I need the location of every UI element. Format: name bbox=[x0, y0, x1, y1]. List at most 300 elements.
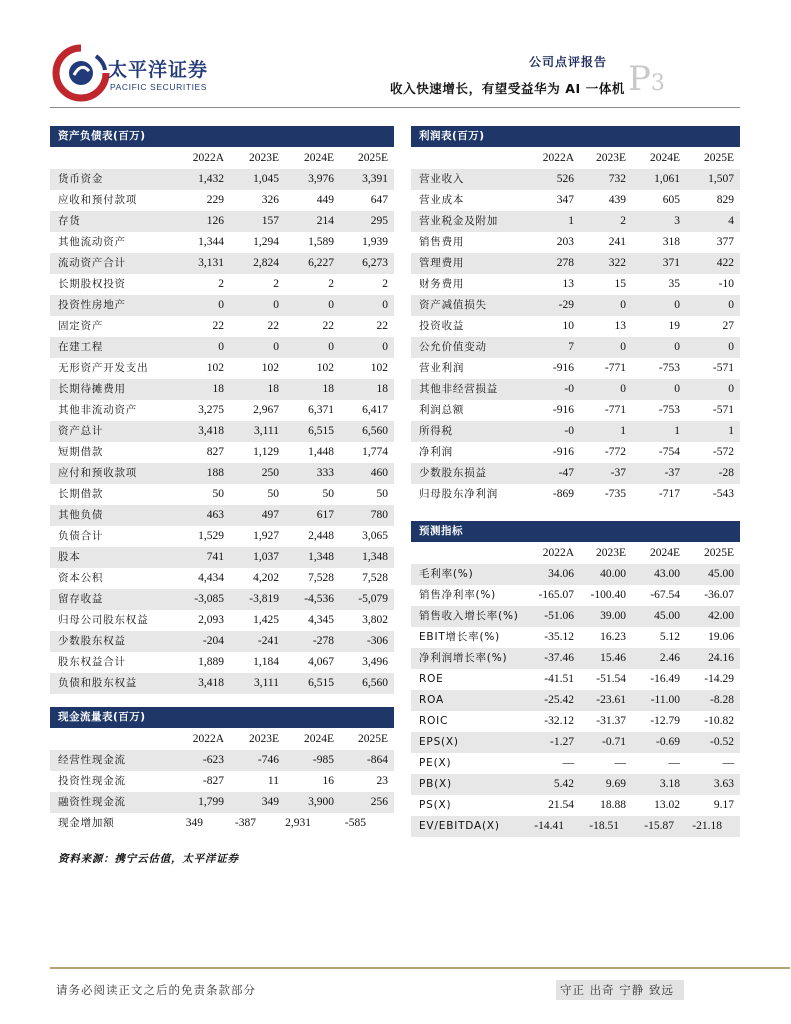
cell-value: -916 bbox=[552, 446, 574, 458]
cell-value: 0 bbox=[382, 299, 388, 311]
balance-sheet-table bbox=[50, 126, 394, 688]
cell-value: -8.28 bbox=[710, 694, 734, 706]
row-label: 资产总计 bbox=[58, 425, 104, 437]
table-row bbox=[50, 547, 394, 568]
row-label: 净利润增长率(%) bbox=[419, 652, 508, 664]
page-number-digit: 3 bbox=[650, 71, 665, 96]
row-label: 流动资产合计 bbox=[58, 257, 126, 269]
cell-value: 1,432 bbox=[198, 173, 224, 185]
cell-value: 1,448 bbox=[308, 446, 334, 458]
cell-value: 6,227 bbox=[308, 257, 334, 269]
table-row bbox=[411, 753, 740, 774]
table-row bbox=[411, 648, 740, 669]
cell-value: -23.61 bbox=[596, 694, 626, 706]
cell-value: 3,900 bbox=[308, 796, 334, 808]
cell-value: -14.29 bbox=[704, 673, 734, 685]
cell-value: -18.51 bbox=[589, 820, 619, 832]
column-header-year: 2024E bbox=[649, 152, 680, 164]
cell-value: 1,037 bbox=[253, 551, 279, 563]
row-label: 营业成本 bbox=[419, 194, 465, 206]
cell-value: 2,824 bbox=[253, 257, 279, 269]
cell-value: 526 bbox=[556, 173, 574, 185]
row-label: 利润总额 bbox=[419, 404, 465, 416]
row-label: PE(X) bbox=[419, 757, 452, 769]
cell-value: 1,889 bbox=[198, 656, 224, 668]
table-row bbox=[50, 610, 394, 631]
cell-value: 377 bbox=[716, 236, 734, 248]
column-header-year: 2024E bbox=[649, 547, 680, 559]
column-header-year: 2025E bbox=[703, 152, 734, 164]
table-row bbox=[50, 750, 394, 771]
cell-value: 3.18 bbox=[659, 778, 680, 790]
cell-value: -14.41 bbox=[534, 820, 564, 832]
column-header-year: 2023E bbox=[248, 152, 279, 164]
cell-value: 0 bbox=[620, 383, 626, 395]
cell-value: 13 bbox=[614, 320, 626, 332]
cell-value: 15.46 bbox=[600, 652, 626, 664]
cell-value: 3,391 bbox=[362, 173, 388, 185]
row-label: 财务费用 bbox=[419, 278, 465, 290]
pacific-securities-logo-icon bbox=[52, 44, 110, 102]
cell-value: 2.46 bbox=[659, 652, 680, 664]
cell-value: 11 bbox=[267, 775, 279, 787]
cell-value: 1,927 bbox=[253, 530, 279, 542]
row-label: 投资性房地产 bbox=[58, 299, 126, 311]
cell-value: 1,939 bbox=[362, 236, 388, 248]
cell-value: 4,067 bbox=[308, 656, 334, 668]
cell-value: -753 bbox=[658, 362, 680, 374]
table-row bbox=[50, 505, 394, 526]
cell-value: 422 bbox=[716, 257, 734, 269]
column-header-year: 2025E bbox=[357, 152, 388, 164]
cell-value: 19 bbox=[668, 320, 680, 332]
cell-value: 0 bbox=[620, 341, 626, 353]
table-row bbox=[411, 442, 740, 463]
cell-value: 4,434 bbox=[198, 572, 224, 584]
cell-value: -35.12 bbox=[544, 631, 574, 643]
cell-value: — bbox=[562, 757, 574, 769]
cell-value: -3,085 bbox=[194, 593, 224, 605]
cell-value: 50 bbox=[322, 488, 334, 500]
cell-value: 0 bbox=[273, 341, 279, 353]
table-row bbox=[50, 190, 394, 211]
column-header-year: 2024E bbox=[303, 733, 334, 745]
cell-value: 9.17 bbox=[713, 799, 734, 811]
cell-value: 16 bbox=[322, 775, 334, 787]
cell-value: 2 bbox=[328, 278, 334, 290]
table-row bbox=[50, 589, 394, 610]
cell-value: 3,111 bbox=[253, 425, 279, 437]
row-label: EV/EBITDA(X) bbox=[419, 820, 500, 832]
row-label: ROIC bbox=[419, 715, 449, 727]
cell-value: -51.54 bbox=[596, 673, 626, 685]
cell-value: 10 bbox=[562, 320, 574, 332]
cell-value: -10.82 bbox=[704, 715, 734, 727]
cell-value: 7 bbox=[568, 341, 574, 353]
cell-value: 827 bbox=[206, 446, 224, 458]
cell-value: 0 bbox=[273, 299, 279, 311]
table-row bbox=[411, 274, 740, 295]
row-label: 固定资产 bbox=[58, 320, 104, 332]
cell-value: 18 bbox=[267, 383, 279, 395]
table-row bbox=[411, 295, 740, 316]
table-header-row bbox=[411, 543, 740, 564]
cell-value: 6,417 bbox=[362, 404, 388, 416]
table-header-row bbox=[411, 148, 740, 169]
cell-value: 349 bbox=[261, 796, 279, 808]
cell-value: -41.51 bbox=[544, 673, 574, 685]
cell-value: 2 bbox=[218, 278, 224, 290]
company-motto: 守正 出奇 宁静 致远 bbox=[556, 980, 684, 1000]
cell-value: 27 bbox=[722, 320, 734, 332]
row-label: 归母公司股东权益 bbox=[58, 614, 149, 626]
row-label: 股东权益合计 bbox=[58, 656, 126, 668]
cell-value: 1 bbox=[568, 215, 574, 227]
row-label: 经营性现金流 bbox=[58, 754, 126, 766]
table-row bbox=[411, 711, 740, 732]
row-label: 应收和预付款项 bbox=[58, 194, 138, 206]
row-label: EPS(X) bbox=[419, 736, 459, 748]
cell-value: 0 bbox=[674, 383, 680, 395]
row-label: 负债合计 bbox=[58, 530, 104, 542]
cell-value: 42.00 bbox=[708, 610, 734, 622]
cell-value: 0 bbox=[674, 341, 680, 353]
cell-value: 34.06 bbox=[548, 568, 574, 580]
cell-value: 21.54 bbox=[548, 799, 574, 811]
row-label: 负债和股东权益 bbox=[58, 677, 138, 689]
cell-value: 3,802 bbox=[362, 614, 388, 626]
cell-value: -21.18 bbox=[692, 820, 722, 832]
cell-value: 102 bbox=[261, 362, 279, 374]
cell-value: -985 bbox=[312, 754, 334, 766]
cell-value: 3,065 bbox=[362, 530, 388, 542]
cell-value: 1,045 bbox=[253, 173, 279, 185]
cell-value: 333 bbox=[316, 467, 334, 479]
cell-value: 1,507 bbox=[708, 173, 734, 185]
cell-value: 50 bbox=[376, 488, 388, 500]
cash-flow-table bbox=[50, 707, 394, 833]
cell-value: 2,967 bbox=[253, 404, 279, 416]
table-row bbox=[411, 253, 740, 274]
cell-value: -165.07 bbox=[538, 589, 574, 601]
report-title: 收入快速增长，有望受益华为 AI 一体机 bbox=[390, 81, 626, 96]
cell-value: 829 bbox=[716, 194, 734, 206]
cell-value: -47 bbox=[558, 467, 574, 479]
cell-value: -571 bbox=[712, 404, 734, 416]
cell-value: -572 bbox=[712, 446, 734, 458]
cell-value: -12.79 bbox=[650, 715, 680, 727]
cell-value: 188 bbox=[206, 467, 224, 479]
row-label: 存货 bbox=[58, 215, 81, 227]
data-source-note: 资料来源：携宁云估值，太平洋证券 bbox=[58, 853, 239, 865]
cell-value: 6,515 bbox=[308, 677, 334, 689]
table-row bbox=[411, 169, 740, 190]
cell-value: 322 bbox=[608, 257, 626, 269]
cell-value: 0 bbox=[218, 341, 224, 353]
cell-value: 18 bbox=[212, 383, 224, 395]
brand-name-cn: 太平洋证券 bbox=[108, 59, 209, 81]
cell-value: 45.00 bbox=[708, 568, 734, 580]
row-label: ROA bbox=[419, 694, 444, 706]
cell-value: 102 bbox=[370, 362, 388, 374]
cell-value: -585 bbox=[344, 817, 366, 829]
cell-value: -31.37 bbox=[596, 715, 626, 727]
table-title: 现金流量表(百万) bbox=[50, 707, 394, 728]
cell-value: 1,294 bbox=[253, 236, 279, 248]
row-label: 投资性现金流 bbox=[58, 775, 126, 787]
cell-value: -916 bbox=[552, 362, 574, 374]
cell-value: 229 bbox=[206, 194, 224, 206]
row-label: ROE bbox=[419, 673, 444, 685]
table-row bbox=[411, 337, 740, 358]
cell-value: -67.54 bbox=[650, 589, 680, 601]
column-header-year: 2025E bbox=[357, 733, 388, 745]
cell-value: 1,348 bbox=[362, 551, 388, 563]
row-label: 毛利率(%) bbox=[419, 568, 474, 580]
cell-value: 40.00 bbox=[600, 568, 626, 580]
row-label: 营业税金及附加 bbox=[419, 215, 499, 227]
cell-value: 371 bbox=[662, 257, 680, 269]
cell-value: 18 bbox=[376, 383, 388, 395]
table-row bbox=[50, 400, 394, 421]
cell-value: -32.12 bbox=[544, 715, 574, 727]
cell-value: 1,774 bbox=[362, 446, 388, 458]
cell-value: -771 bbox=[604, 404, 626, 416]
cell-value: -864 bbox=[366, 754, 388, 766]
table-title: 资产负债表(百万) bbox=[50, 126, 394, 147]
cell-value: 256 bbox=[370, 796, 388, 808]
cell-value: 647 bbox=[370, 194, 388, 206]
cell-value: 0 bbox=[620, 299, 626, 311]
cell-value: 2 bbox=[273, 278, 279, 290]
row-label: 融资性现金流 bbox=[58, 796, 126, 808]
cell-value: 3,418 bbox=[198, 425, 224, 437]
cell-value: 0 bbox=[728, 383, 734, 395]
cell-value: 449 bbox=[316, 194, 334, 206]
cell-value: — bbox=[722, 757, 734, 769]
row-label: 长期股权投资 bbox=[58, 278, 126, 290]
cell-value: 3.63 bbox=[713, 778, 734, 790]
cell-value: -5,079 bbox=[358, 593, 388, 605]
row-label: EBIT增长率(%) bbox=[419, 631, 501, 643]
table-row bbox=[50, 463, 394, 484]
cell-value: 1,184 bbox=[253, 656, 279, 668]
row-label: 长期借款 bbox=[58, 488, 104, 500]
column-header-year: 2025E bbox=[703, 547, 734, 559]
row-label: 公允价值变动 bbox=[419, 341, 487, 353]
table-row bbox=[411, 484, 740, 505]
cell-value: -37 bbox=[664, 467, 680, 479]
row-label: 股本 bbox=[58, 551, 81, 563]
table-row bbox=[411, 190, 740, 211]
disclaimer-text: 请务必阅读正文之后的免责条款部分 bbox=[56, 983, 256, 997]
row-label: PS(X) bbox=[419, 799, 452, 811]
cell-value: -37 bbox=[610, 467, 626, 479]
cell-value: 3,418 bbox=[198, 677, 224, 689]
table-row bbox=[50, 771, 394, 792]
table-row bbox=[411, 400, 740, 421]
cell-value: -735 bbox=[604, 488, 626, 500]
row-label: 销售净利率(%) bbox=[419, 589, 497, 601]
table-row bbox=[50, 169, 394, 190]
row-label: 销售收入增长率(%) bbox=[419, 610, 519, 622]
page-number bbox=[628, 59, 665, 101]
report-type: 公司点评报告 bbox=[529, 55, 608, 69]
cell-value: 1,061 bbox=[654, 173, 680, 185]
cell-value: 617 bbox=[316, 509, 334, 521]
table-row bbox=[50, 484, 394, 505]
cell-value: -623 bbox=[202, 754, 224, 766]
cell-value: -387 bbox=[234, 817, 256, 829]
table-title: 利润表(百万) bbox=[411, 126, 740, 147]
cell-value: 6,560 bbox=[362, 677, 388, 689]
cell-value: 2,931 bbox=[285, 817, 311, 829]
cell-value: -4,536 bbox=[304, 593, 334, 605]
cell-value: 295 bbox=[370, 215, 388, 227]
cell-value: 6,560 bbox=[362, 425, 388, 437]
table-row bbox=[50, 792, 394, 813]
cell-value: 1,425 bbox=[253, 614, 279, 626]
cell-value: 2 bbox=[620, 215, 626, 227]
cell-value: 3,976 bbox=[308, 173, 334, 185]
cell-value: 0 bbox=[728, 299, 734, 311]
cell-value: 349 bbox=[185, 817, 203, 829]
table-row bbox=[50, 379, 394, 400]
cell-value: -29 bbox=[558, 299, 574, 311]
cell-value: -16.49 bbox=[650, 673, 680, 685]
cell-value: 126 bbox=[206, 215, 224, 227]
row-label: 投资收益 bbox=[419, 320, 465, 332]
row-label: 现金增加额 bbox=[58, 817, 115, 829]
table-row bbox=[411, 795, 740, 816]
report-header bbox=[0, 0, 791, 120]
table-row bbox=[50, 526, 394, 547]
table-row bbox=[411, 627, 740, 648]
table-row bbox=[411, 669, 740, 690]
table-row bbox=[411, 564, 740, 585]
cell-value: -717 bbox=[658, 488, 680, 500]
cell-value: 6,273 bbox=[362, 257, 388, 269]
cell-value: 18.88 bbox=[600, 799, 626, 811]
row-label: 其他非经营损益 bbox=[419, 383, 499, 395]
table-title: 预测指标 bbox=[411, 521, 740, 542]
cell-value: 24.16 bbox=[708, 652, 734, 664]
table-row bbox=[50, 421, 394, 442]
cell-value: 439 bbox=[608, 194, 626, 206]
table-row bbox=[411, 774, 740, 795]
header-divider bbox=[50, 107, 740, 108]
cell-value: 102 bbox=[316, 362, 334, 374]
column-header-year: 2023E bbox=[595, 152, 626, 164]
cell-value: 3,131 bbox=[198, 257, 224, 269]
table-row bbox=[411, 211, 740, 232]
cell-value: 1,529 bbox=[198, 530, 224, 542]
cell-value: -771 bbox=[604, 362, 626, 374]
cell-value: 9.69 bbox=[605, 778, 626, 790]
table-row bbox=[411, 690, 740, 711]
cell-value: -0.71 bbox=[602, 736, 626, 748]
cell-value: 605 bbox=[662, 194, 680, 206]
cell-value: 0 bbox=[218, 299, 224, 311]
cell-value: 43.00 bbox=[654, 568, 680, 580]
cell-value: 214 bbox=[316, 215, 334, 227]
cell-value: -51.06 bbox=[544, 610, 574, 622]
column-header-year: 2022A bbox=[542, 152, 574, 164]
cell-value: -37.46 bbox=[544, 652, 574, 664]
cell-value: 15 bbox=[614, 278, 626, 290]
cell-value: -0 bbox=[564, 425, 574, 437]
cell-value: -36.07 bbox=[704, 589, 734, 601]
cell-value: 0 bbox=[382, 341, 388, 353]
cell-value: -753 bbox=[658, 404, 680, 416]
cell-value: 1,129 bbox=[253, 446, 279, 458]
cell-value: 0 bbox=[728, 341, 734, 353]
column-header-year: 2022A bbox=[542, 547, 574, 559]
row-label: 留存收益 bbox=[58, 593, 104, 605]
cell-value: 6,515 bbox=[308, 425, 334, 437]
cell-value: 347 bbox=[556, 194, 574, 206]
cell-value: 241 bbox=[608, 236, 626, 248]
cell-value: 22 bbox=[212, 320, 224, 332]
table-row bbox=[50, 673, 394, 694]
cell-value: -0 bbox=[564, 383, 574, 395]
table-header-row bbox=[50, 148, 394, 169]
table-row bbox=[411, 358, 740, 379]
row-label: 净利润 bbox=[419, 446, 453, 458]
cell-value: 326 bbox=[261, 194, 279, 206]
cell-value: 2,448 bbox=[308, 530, 334, 542]
table-row bbox=[50, 316, 394, 337]
cell-value: -571 bbox=[712, 362, 734, 374]
cell-value: -100.40 bbox=[590, 589, 626, 601]
cell-value: -827 bbox=[202, 775, 224, 787]
cell-value: 1 bbox=[674, 425, 680, 437]
row-label: 归母股东净利润 bbox=[419, 488, 499, 500]
row-label: 无形资产开发支出 bbox=[58, 362, 149, 374]
cell-value: 0 bbox=[328, 299, 334, 311]
cell-value: -0.52 bbox=[710, 736, 734, 748]
row-label: 少数股东损益 bbox=[419, 467, 487, 479]
cell-value: 3,275 bbox=[198, 404, 224, 416]
cell-value: — bbox=[614, 757, 626, 769]
table-row bbox=[411, 379, 740, 400]
brand-name-en: PACIFIC SECURITIES bbox=[110, 82, 208, 92]
table-row bbox=[411, 316, 740, 337]
cell-value: 4,345 bbox=[308, 614, 334, 626]
row-label: 短期借款 bbox=[58, 446, 104, 458]
table-row bbox=[411, 606, 740, 627]
row-label: 所得税 bbox=[419, 425, 453, 437]
cell-value: 732 bbox=[608, 173, 626, 185]
cell-value: -278 bbox=[312, 635, 334, 647]
row-label: 少数股东权益 bbox=[58, 635, 126, 647]
cell-value: 0 bbox=[674, 299, 680, 311]
row-label: 其他非流动资产 bbox=[58, 404, 138, 416]
table-row bbox=[50, 337, 394, 358]
cell-value: 0 bbox=[328, 341, 334, 353]
cell-value: 4 bbox=[728, 215, 734, 227]
table-row bbox=[411, 463, 740, 484]
cell-value: 5.12 bbox=[659, 631, 680, 643]
row-label: PB(X) bbox=[419, 778, 452, 790]
row-label: 其他负债 bbox=[58, 509, 104, 521]
cell-value: 278 bbox=[556, 257, 574, 269]
cell-value: 50 bbox=[267, 488, 279, 500]
column-header-year: 2023E bbox=[248, 733, 279, 745]
cell-value: -869 bbox=[552, 488, 574, 500]
cell-value: -28 bbox=[718, 467, 734, 479]
cell-value: 157 bbox=[261, 215, 279, 227]
